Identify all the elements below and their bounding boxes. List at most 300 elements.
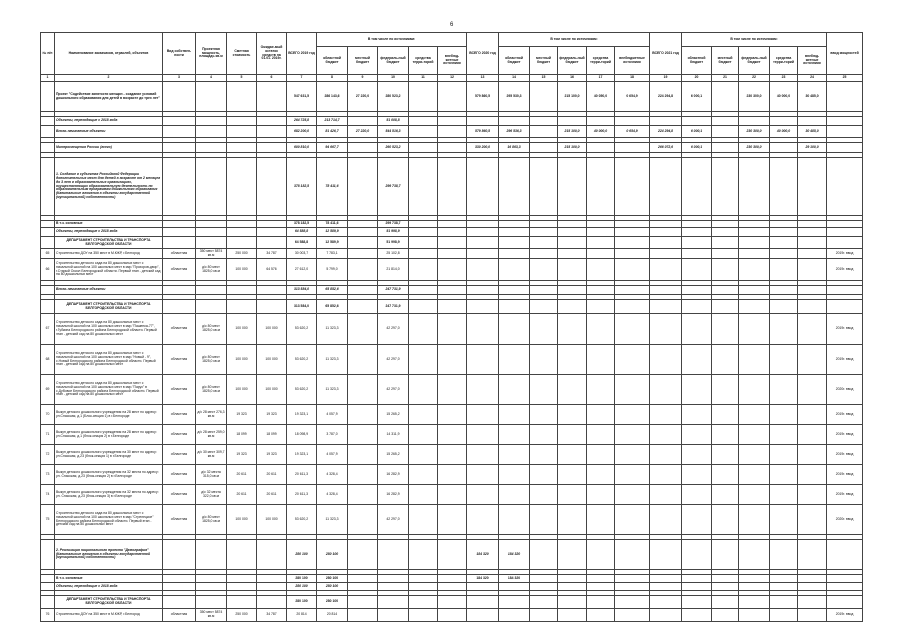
table-cell [615, 575, 650, 583]
table-cell: 94 667,7 [317, 143, 348, 153]
table-cell [467, 375, 499, 405]
table-row [41, 465, 863, 485]
table-cell [499, 158, 530, 216]
column-index: 24 [798, 75, 827, 82]
table-cell [257, 237, 287, 249]
table-cell: 280 100 [317, 583, 348, 591]
table-cell [587, 583, 615, 591]
table-cell: 20 814 [287, 609, 317, 622]
table-cell [530, 405, 558, 425]
table-cell [227, 596, 257, 609]
table-cell [348, 249, 378, 259]
table-cell: 266 072,6 [650, 143, 682, 153]
table-cell [770, 540, 798, 570]
table-cell [163, 583, 196, 591]
table-cell [378, 609, 409, 622]
table-cell [712, 345, 739, 375]
subcol: внебюд-жетные источники [438, 47, 467, 75]
table-cell: 313 584,0 [287, 286, 317, 295]
table-cell [438, 249, 467, 259]
table-cell [409, 259, 438, 281]
table-cell [558, 314, 587, 345]
table-cell: областная [163, 345, 196, 375]
table-cell [770, 143, 798, 153]
table-row [41, 375, 863, 405]
table-cell [682, 540, 712, 570]
table-cell: 600 810,0 [287, 143, 317, 153]
column-index: 6 [257, 75, 287, 82]
table-cell [409, 596, 438, 609]
table-cell [682, 375, 712, 405]
table-cell [650, 375, 682, 405]
table-cell [348, 143, 378, 153]
table-cell [438, 259, 467, 281]
col-total-2021: ВСЕГО 2021 год [650, 33, 682, 75]
table-cell [196, 221, 227, 228]
table-cell [798, 117, 827, 126]
table-cell [770, 345, 798, 375]
column-index: 18 [615, 75, 650, 82]
table-cell [438, 158, 467, 216]
table-cell: 184 320 [499, 575, 530, 583]
column-index: 11 [409, 75, 438, 82]
table-cell [650, 259, 682, 281]
table-cell [615, 228, 650, 237]
column-index: 25 [827, 75, 863, 82]
table-cell: 42 297,0 [378, 375, 409, 405]
column-index: 4 [196, 75, 227, 82]
table-cell [409, 425, 438, 445]
table-cell [615, 221, 650, 228]
table-cell [467, 117, 499, 126]
table-cell [587, 575, 615, 583]
table-cell [739, 425, 770, 445]
table-cell: 16 282,9 [378, 465, 409, 485]
table-cell [409, 405, 438, 425]
table-cell [650, 465, 682, 485]
table-cell: 2020г. ввод [827, 505, 863, 535]
table-cell [798, 345, 827, 375]
table-cell [499, 228, 530, 237]
table-cell: Строительство детского сада на 80 дошкольных мест с начальной школой на 100 школьных мест в мкр."Новый - 9", с.Новый Белгородского района Белгородской области. Первый этап - детский сад на 80 дошкольных мест [55, 345, 163, 375]
table-cell [530, 117, 558, 126]
table-cell: Вновь начинаемые объекты [55, 126, 163, 138]
table-cell: 4 057,9 [317, 405, 348, 425]
table-cell [499, 609, 530, 622]
table-cell: Строительство детского сада на 80 дошкольных мест с начальной школой на 100 школьных мест в мкр."Прохоров-двор", г.Старый Оскол Белгородской области. Первый этап - детский сад на 80 дошкольных мест [55, 259, 163, 281]
table-cell: 18 099 [257, 425, 287, 445]
table-cell: 64 576 [257, 259, 287, 281]
table-cell [712, 445, 739, 465]
table-cell [530, 345, 558, 375]
table-cell [615, 583, 650, 591]
table-row [41, 286, 863, 295]
table-cell [798, 609, 827, 622]
table-cell [163, 228, 196, 237]
table-cell [739, 314, 770, 345]
table-cell: 20 611,3 [287, 485, 317, 505]
table-cell [739, 375, 770, 405]
table-cell [409, 221, 438, 228]
table-cell [615, 445, 650, 465]
table-cell [739, 596, 770, 609]
table-cell: 51 998,9 [378, 228, 409, 237]
page-number: 6 [450, 22, 454, 28]
table-cell: д/с 80 мест 1825,0 кв.м [196, 505, 227, 535]
column-index: 22 [739, 75, 770, 82]
table-cell [467, 465, 499, 485]
table-cell [438, 143, 467, 153]
table-cell [409, 228, 438, 237]
table-cell: 71 [41, 425, 55, 445]
col-capacity: Проектная мощность, площадь кв.м [196, 33, 227, 75]
table-cell [467, 583, 499, 591]
table-cell [196, 596, 227, 609]
table-cell [530, 300, 558, 314]
table-cell: 73 [41, 465, 55, 485]
table-cell [438, 540, 467, 570]
table-cell [798, 375, 827, 405]
table-cell [558, 345, 587, 375]
table-cell [499, 465, 530, 485]
table-cell [348, 286, 378, 295]
table-row [41, 540, 863, 570]
table-cell: 5 799,0 [317, 259, 348, 281]
table-cell: 16 282,9 [378, 485, 409, 505]
col-n: № п/п [41, 33, 55, 75]
table-cell [530, 259, 558, 281]
table-cell [615, 505, 650, 535]
table-cell [438, 575, 467, 583]
table-cell: 6 000,1 [682, 143, 712, 153]
column-index: 2 [55, 75, 163, 82]
table-cell [798, 300, 827, 314]
table-cell: 280 100 [287, 596, 317, 609]
table-cell: 20 814 [317, 609, 348, 622]
table-cell: 15 265,2 [378, 445, 409, 465]
table-cell: областная [163, 465, 196, 485]
table-cell: 19 323 [257, 445, 287, 465]
table-cell [499, 249, 530, 259]
table-cell [41, 228, 55, 237]
table-cell [587, 228, 615, 237]
table-cell [770, 596, 798, 609]
table-cell [530, 485, 558, 505]
table-cell [712, 237, 739, 249]
table-cell [739, 485, 770, 505]
table-cell: 25 102,8 [378, 249, 409, 259]
column-index: 15 [530, 75, 558, 82]
table-cell: 16 863,3 [499, 143, 530, 153]
table-cell [163, 117, 196, 126]
table-cell: 42 297,0 [378, 345, 409, 375]
col-total-2019: ВСЕГО 2019 год [287, 33, 317, 75]
table-cell: 2019г. ввод [827, 249, 863, 259]
table-cell [196, 540, 227, 570]
table-cell [587, 445, 615, 465]
table-cell [163, 221, 196, 228]
table-cell: 19 323,1 [287, 405, 317, 425]
table-cell [827, 221, 863, 228]
table-cell [257, 300, 287, 314]
subcol: федераль-ный бюджет [739, 47, 770, 75]
table-cell [499, 485, 530, 505]
table-cell [227, 228, 257, 237]
table-row [41, 609, 863, 622]
table-cell [615, 286, 650, 295]
table-cell [587, 249, 615, 259]
table-cell: 350 мест 5874 кв.м [196, 249, 227, 259]
subcol: федераль-ный бюджет [558, 47, 587, 75]
table-row [41, 117, 863, 126]
table-cell [682, 465, 712, 485]
table-row [41, 596, 863, 609]
table-cell [682, 445, 712, 465]
table-cell: 280 100 [287, 575, 317, 583]
table-cell [530, 425, 558, 445]
table-cell [196, 143, 227, 153]
column-index: 5 [227, 75, 257, 82]
table-cell: 27 220,0 [348, 126, 378, 138]
table-cell [530, 237, 558, 249]
table-cell: 100 000 [227, 259, 257, 281]
table-cell: 213 714,7 [317, 117, 348, 126]
subcol: областной бюджет [317, 47, 348, 75]
table-cell: 250 000 [227, 609, 257, 622]
table-cell [530, 249, 558, 259]
table-cell [712, 465, 739, 485]
table-cell [650, 237, 682, 249]
table-row [41, 259, 863, 281]
table-cell [438, 228, 467, 237]
table-cell: Объекты, переходящие с 2018 года [55, 583, 163, 591]
table-cell [650, 505, 682, 535]
table-cell [41, 286, 55, 295]
table-cell [798, 221, 827, 228]
table-cell [467, 228, 499, 237]
table-cell: 215 100,0 [558, 126, 587, 138]
table-cell [615, 596, 650, 609]
table-cell [712, 117, 739, 126]
table-cell [530, 505, 558, 535]
table-cell [712, 540, 739, 570]
table-cell [827, 82, 863, 112]
table-cell [615, 465, 650, 485]
table-cell [650, 485, 682, 505]
table-cell: д/с 30 мест 309,7 кв.м [196, 445, 227, 465]
table-cell: 100 000 [227, 505, 257, 535]
table-cell [712, 314, 739, 345]
column-index: 21 [712, 75, 739, 82]
table-cell [257, 82, 287, 112]
table-cell: Строительство детского сада на 80 дошкольных мест с начальной школой на 100 школьных мест в мкр."Парус" в с.Дубовое Белгородского района Белгородской области. Первый этап - детский сад на 80 дошкольных мест [55, 375, 163, 405]
table-cell: д/с 80 мест 1825,0 кв.м [196, 259, 227, 281]
table-cell [587, 425, 615, 445]
table-cell [712, 583, 739, 591]
table-cell: 18 098,9 [287, 425, 317, 445]
table-cell: 2019г. ввод [827, 314, 863, 345]
table-cell [409, 286, 438, 295]
table-row [41, 314, 863, 345]
table-cell: Объекты, переходящие с 2018 года [55, 228, 163, 237]
table-cell: 100 000 [227, 375, 257, 405]
table-cell: В т.ч. основные [55, 575, 163, 583]
table-cell [770, 300, 798, 314]
table-cell: 299 738,7 [378, 158, 409, 216]
table-cell [739, 445, 770, 465]
table-cell [558, 485, 587, 505]
table-cell [409, 575, 438, 583]
table-cell [227, 575, 257, 583]
table-cell: областная [163, 405, 196, 425]
table-cell: 250 000 [227, 249, 257, 259]
subcol: местный бюджет [348, 47, 378, 75]
table-cell: ДЕПАРТАМЕНТ СТРОИТЕЛЬСТВА И ТРАНСПОРТА БЕЛГОРОДСКОЙ ОБЛАСТИ [55, 237, 163, 249]
table-cell [348, 575, 378, 583]
table-cell [409, 300, 438, 314]
table-cell: 280 100 [317, 575, 348, 583]
table-cell: Строительство ДОУ на 350 мест в М.КЖР, г.Белгород [55, 249, 163, 259]
table-cell [348, 445, 378, 465]
table-cell [770, 259, 798, 281]
table-cell [196, 300, 227, 314]
table-cell [615, 345, 650, 375]
table-cell [798, 425, 827, 445]
table-cell [798, 505, 827, 535]
table-cell: 378 182,5 [287, 221, 317, 228]
table-cell [650, 221, 682, 228]
table-cell [682, 259, 712, 281]
table-cell [770, 228, 798, 237]
table-cell [558, 117, 587, 126]
table-cell [438, 345, 467, 375]
table-cell: 66 [41, 259, 55, 281]
table-cell: 350 мест 5874 кв.м [196, 609, 227, 622]
table-row [41, 575, 863, 583]
table-cell [798, 540, 827, 570]
table-cell: Объекты, переходящие с 2018 года [55, 117, 163, 126]
table-cell [438, 375, 467, 405]
table-cell [163, 286, 196, 295]
table-cell: 280 523,2 [378, 82, 409, 112]
table-cell [712, 228, 739, 237]
table-cell [196, 583, 227, 591]
table-cell [827, 126, 863, 138]
table-cell [558, 596, 587, 609]
table-cell [712, 143, 739, 153]
table-cell: 296 536,3 [499, 126, 530, 138]
table-cell [739, 540, 770, 570]
table-cell: 69 [41, 375, 55, 405]
subcol: местный бюджет [712, 47, 739, 75]
table-cell [499, 286, 530, 295]
table-cell: 19 323 [257, 405, 287, 425]
table-cell [348, 158, 378, 216]
table-cell [712, 575, 739, 583]
table-cell [438, 405, 467, 425]
table-cell [587, 237, 615, 249]
table-cell: 14 311,9 [378, 425, 409, 445]
table-cell [348, 237, 378, 249]
table-cell [558, 505, 587, 535]
table-cell: областная [163, 249, 196, 259]
table-cell: 330 200,0 [467, 143, 499, 153]
table-row [41, 485, 863, 505]
table-cell [438, 445, 467, 465]
table-cell [530, 143, 558, 153]
table-cell [409, 505, 438, 535]
table-row [41, 228, 863, 237]
table-cell [798, 575, 827, 583]
table-cell [682, 575, 712, 583]
table-cell [467, 249, 499, 259]
table-cell [712, 286, 739, 295]
table-cell [739, 405, 770, 425]
table-cell [650, 445, 682, 465]
table-cell [438, 465, 467, 485]
table-cell [163, 300, 196, 314]
table-cell [409, 314, 438, 345]
table-cell: 20 611 [257, 465, 287, 485]
table-cell [798, 249, 827, 259]
column-index: 10 [378, 75, 409, 82]
table-cell: 230 300,0 [739, 143, 770, 153]
subcol: средства терри-торий [587, 47, 615, 75]
table-cell: 34 787 [257, 249, 287, 259]
table-cell [467, 158, 499, 216]
table-cell: 81 426,7 [317, 126, 348, 138]
table-cell: 65 852,6 [317, 300, 348, 314]
table-cell [41, 158, 55, 216]
column-index: 13 [467, 75, 499, 82]
table-cell: 224 294,8 [650, 82, 682, 112]
table-row [41, 345, 863, 375]
table-cell [650, 583, 682, 591]
table-cell [587, 485, 615, 505]
table-row [41, 221, 863, 228]
table-row [41, 143, 863, 153]
col-name: Наименование заказчиков, отраслей, объектов [55, 33, 163, 75]
table-cell [682, 237, 712, 249]
table-cell [196, 575, 227, 583]
table-cell [712, 505, 739, 535]
table-cell [827, 117, 863, 126]
table-cell [438, 82, 467, 112]
subcol: средства терри-торий [770, 47, 798, 75]
table-cell: 2. Реализация национального проекта "Демография" (Капитальные вложения в объекты государственной (муниципальной) собственности) [55, 540, 163, 570]
table-cell [467, 505, 499, 535]
column-index: 8 [317, 75, 348, 82]
table-cell [257, 575, 287, 583]
table-cell [348, 425, 378, 445]
table-cell: ДЕПАРТАМЕНТ СТРОИТЕЛЬСТВА И ТРАНСПОРТА БЕЛГОРОДСКОЙ ОБЛАСТИ [55, 596, 163, 609]
table-cell [530, 221, 558, 228]
table-cell: 30 485,0 [798, 82, 827, 112]
table-cell: 280 100 [317, 596, 348, 609]
table-row [41, 249, 863, 259]
table-cell: 7 783,1 [317, 249, 348, 259]
table-cell [348, 596, 378, 609]
table-cell [409, 445, 438, 465]
table-cell: 78 411,6 [317, 221, 348, 228]
table-cell [558, 540, 587, 570]
column-index: 3 [163, 75, 196, 82]
table-cell [348, 609, 378, 622]
table-cell [163, 82, 196, 112]
table-cell: 53 620,2 [287, 314, 317, 345]
table-cell [615, 117, 650, 126]
table-cell [798, 583, 827, 591]
